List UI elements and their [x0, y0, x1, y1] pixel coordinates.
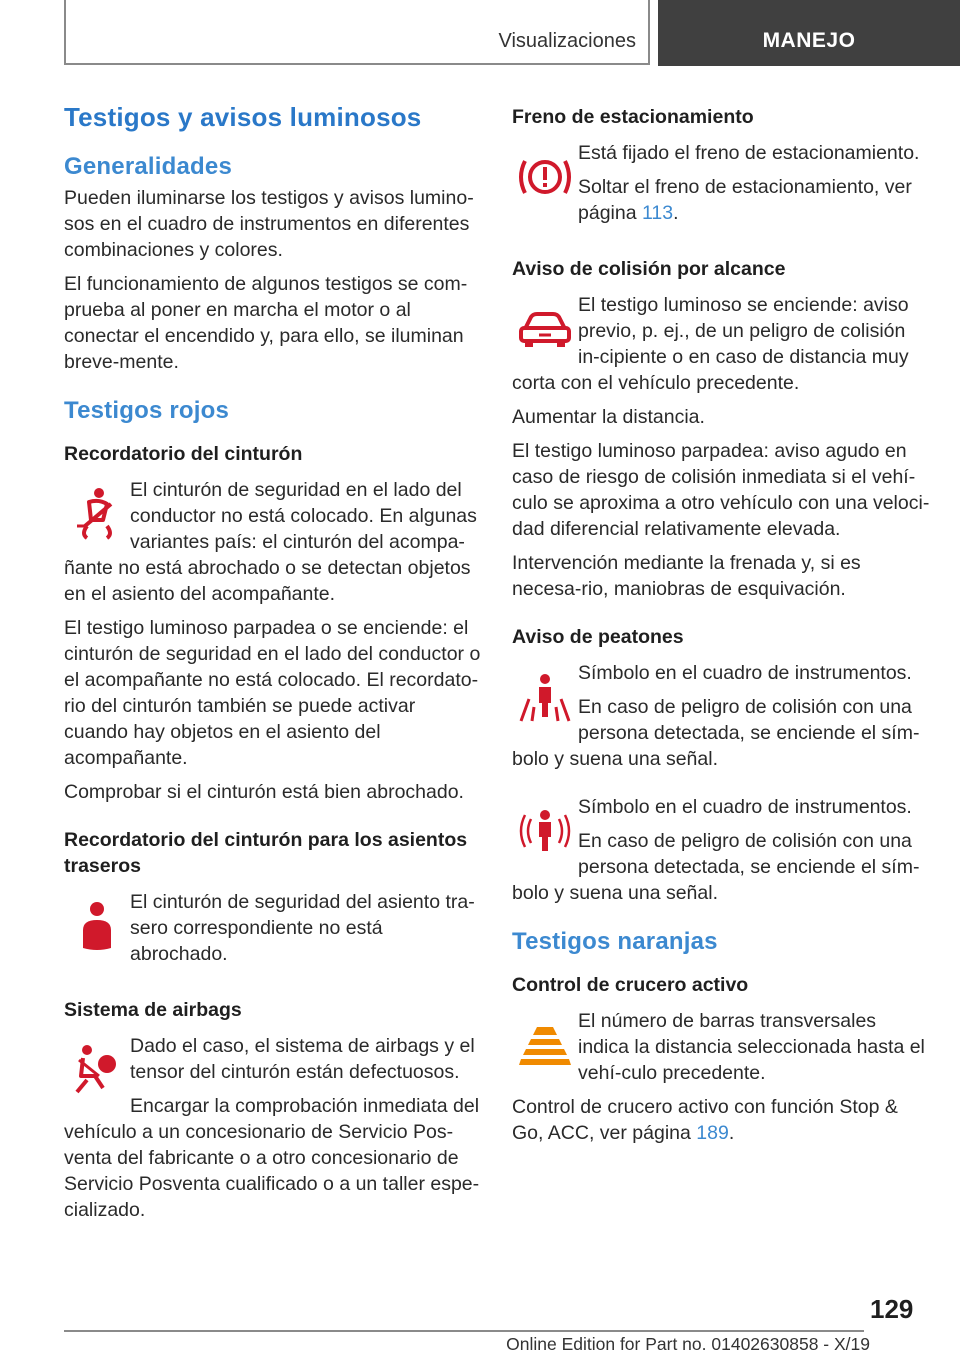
rear-seatbelt-heading: Recordatorio del cinturón para los asientos traseros: [64, 829, 468, 877]
pedestrian-b-paragraph-2: En caso de peligro de colisión con una persona detectada, se enciende el sím‐bolo y suena una señal.: [512, 830, 920, 904]
collision-paragraph-2: Aumentar la distancia.: [512, 406, 705, 428]
parking-brake-heading: Freno de estacionamiento: [512, 106, 754, 128]
airbag-icon: [64, 1037, 130, 1103]
airbag-heading: Sistema de airbags: [64, 999, 242, 1021]
section-heading-red: Testigos rojos: [64, 397, 230, 424]
header-border-right: [648, 0, 650, 64]
section-heading-general: Generalidades: [64, 153, 233, 180]
parking-brake-paragraph-2-text: Soltar el freno de estacionamiento, ver página: [578, 176, 912, 224]
cruise-block: [512, 972, 932, 1146]
header-border-left: [64, 0, 66, 64]
page-link-189[interactable]: 189: [696, 1122, 729, 1144]
parking-brake-block: [512, 104, 932, 234]
parking-brake-paragraph-1: Está fijado el freno de estacionamiento.: [578, 142, 920, 164]
parking-brake-paragraph-2-end: .: [673, 202, 679, 224]
rear-seatbelt-paragraph-1: El cinturón de seguridad del asiento tra‐sero correspondiente no está abrochado.: [130, 891, 475, 965]
header-chapter-tab[interactable]: MANEJO: [658, 0, 960, 66]
collision-paragraph-4: Intervención mediante la frenada y, si es necesa‐rio, maniobras de esquivación.: [512, 552, 861, 600]
pedestrian-heading: Aviso de peatones: [512, 626, 684, 648]
cruise-paragraph-2: [512, 1094, 932, 1146]
cruise-paragraph-1: El número de barras transversales indica la distancia seleccionada hasta el vehí‐culo precedente.: [578, 1010, 925, 1084]
pedestrian-warning-icon: [512, 664, 578, 730]
cruise-paragraph-2-text: Control de crucero activo con función Stop & Go, ACC, ver página: [512, 1096, 898, 1144]
parking-brake-icon: [512, 144, 578, 210]
page-title: Testigos y avisos luminosos: [64, 102, 422, 132]
pedestrian-a-paragraph-2: En caso de peligro de colisión con una persona detectada, se enciende el sím‐bolo y suena una señal.: [512, 696, 920, 770]
collision-paragraph-3: El testigo luminoso parpadea: aviso agudo en caso de riesgo de colisión inmediata si el vehí‐culo se aproxima a otro vehículo con una veloci‐dad diferencial relativamente elevada.: [512, 440, 930, 540]
collision-heading: Aviso de colisión por alcance: [512, 258, 786, 280]
rear-seatbelt-icon: [64, 893, 130, 959]
header-section-title: Visualizaciones: [498, 30, 636, 52]
pedestrian-block: [512, 624, 932, 906]
pedestrian-alert-icon: [512, 798, 578, 864]
seatbelt-paragraph-1: El cinturón de seguridad en el lado del conductor no está colocado. En algunas variantes país: el cinturón del acompa‐ñante no está abrochado o se detectan objetos en el asiento del acompañante.: [64, 479, 477, 605]
seatbelt-block: [64, 441, 484, 805]
collision-block: [512, 256, 932, 602]
right-column: [512, 96, 932, 1168]
airbag-paragraph-2: Encargar la comprobación inmediata del vehículo a un concesionario de Servicio Pos‐venta del fabricante o a otro concesionario de Servicio Posventa cualificado o a un taller espe‐cializado.: [64, 1095, 480, 1221]
rear-seatbelt-block: [64, 827, 484, 975]
cruise-paragraph-2-end: .: [728, 1122, 735, 1144]
header-border-bottom: [64, 63, 650, 65]
general-paragraph-1: Pueden iluminarse los testigos y avisos lumino‐sos en el cuadro de instrumentos en diferentes combinaciones y colores.: [64, 187, 474, 261]
collision-paragraph-1: El testigo luminoso se enciende: aviso previo, p. ej., de un peligro de colisión in‐cipiente o en caso de distancia muy corta con el vehículo precedente.: [512, 294, 909, 394]
cruise-heading: Control de crucero activo: [512, 974, 749, 996]
section-heading-orange: Testigos naranjas: [512, 928, 718, 955]
footer-divider: [64, 1330, 864, 1332]
seatbelt-paragraph-2: El testigo luminoso parpadea o se enciende: el cinturón de seguridad en el lado del conductor o el acompañante no está colocado. El recordato‐rio del cinturón también se puede activar cuando hay objetos en el asiento del acompañante.: [64, 617, 481, 769]
pedestrian-b-paragraph-1: Símbolo en el cuadro de instrumentos.: [578, 796, 912, 818]
seatbelt-heading: Recordatorio del cinturón: [64, 443, 303, 465]
page-link-113[interactable]: 113: [641, 202, 674, 224]
pedestrian-a-paragraph-1: Símbolo en el cuadro de instrumentos.: [578, 662, 912, 684]
left-column: [64, 96, 484, 1245]
footer-edition: Online Edition for Part no. 01402630858 - X/19: [506, 1334, 870, 1354]
collision-warning-icon: [512, 296, 578, 362]
page-number: 129: [870, 1294, 914, 1324]
seatbelt-warning-icon: [64, 481, 130, 547]
cruise-distance-icon: [512, 1012, 578, 1078]
airbag-paragraph-1: Dado el caso, el sistema de airbags y el tensor del cinturón están defectuosos.: [130, 1035, 475, 1083]
general-paragraph-2: El funcionamiento de algunos testigos se com‐prueba al poner en marcha el motor o al conectar el encendido y, para ello, se iluminan breve‐mente.: [64, 273, 468, 373]
seatbelt-paragraph-3: Comprobar si el cinturón está bien abrochado.: [64, 781, 464, 803]
airbag-block: [64, 997, 484, 1223]
